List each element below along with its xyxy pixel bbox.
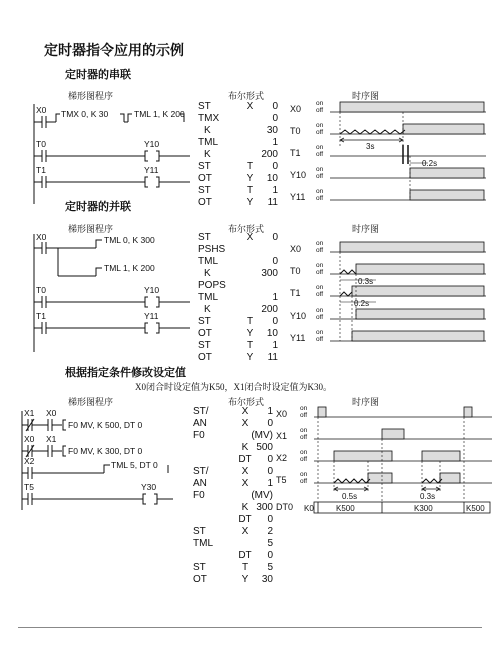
timer-block-label: TML 1, K 200 (134, 109, 185, 119)
coil-label: Y30 (141, 482, 157, 492)
boolean-list-setting: ST/ X 1 AN X 0 F0 (MV) K 500 DT 0 ST/ X 0 AN X 1 F0 (MV) K 300 DT 0 ST X 2 TML 5 DT 0 ST T 5 OT Y 30 (193, 406, 273, 585)
svg-text:off: off (316, 173, 324, 180)
boolean-heading: 布尔形式 (228, 91, 265, 101)
boolean-heading: 布尔形式 (228, 397, 265, 407)
section-note: X0闭合时设定值为K50，X1闭合时设定值为K30。 (135, 382, 332, 392)
contact-label: X0 (46, 408, 57, 418)
duration-label: 0.2s (354, 299, 370, 308)
signal-label: X0 (290, 104, 302, 114)
timer-block-label: TML 0, K 300 (104, 235, 155, 245)
dt-value: K300 (414, 504, 433, 513)
boolean-heading: 布尔形式 (228, 224, 265, 234)
timer-block-label: TMX 0, K 30 (61, 109, 109, 119)
svg-text:off: off (316, 195, 324, 202)
contact-label: X0 (24, 434, 35, 444)
boolean-list-series: ST X 0 TMX 0 K 30 TML 1 K 200 ST T 0 OT Y 10 ST T 1 OT Y 11 (198, 101, 278, 208)
signal-label: X0 (276, 409, 288, 419)
contact-label: T1 (36, 311, 46, 321)
svg-text:off: off (316, 269, 324, 276)
timer-block-label: TML 5, DT 0 (111, 460, 158, 470)
ladder-heading: 梯形图程序 (68, 91, 114, 101)
timer-block-label: TML 1, K 200 (104, 263, 155, 273)
contact-label: T0 (36, 285, 46, 295)
svg-text:off: off (316, 129, 324, 136)
signal-label: Y10 (290, 311, 307, 321)
svg-text:off: off (316, 314, 324, 321)
svg-text:off: off (300, 478, 308, 485)
signal-label: T0 (290, 266, 301, 276)
svg-text:off: off (316, 247, 324, 254)
timing-diagram-parallel (288, 236, 488, 351)
signal-label: Y11 (290, 333, 306, 343)
svg-text:on: on (300, 427, 308, 434)
ladder-diagram-series (30, 100, 205, 210)
boolean-list-parallel: ST X 0 PSHS TML 0 K 300 POPS TML 1 K 200 ST T 0 OT Y 10 ST T 1 OT Y 11 (198, 232, 278, 363)
coil-label: Y11 (144, 311, 159, 321)
svg-text:on: on (316, 329, 324, 336)
svg-text:on: on (316, 284, 324, 291)
svg-text:on: on (300, 449, 308, 456)
dt-value: K500 (466, 504, 485, 513)
duration-label: 0.5s (342, 492, 358, 501)
duration-label: 0.2s (422, 159, 438, 168)
contact-label: X0 (36, 105, 47, 115)
svg-text:on: on (316, 188, 324, 195)
section-title-setting: 根据指定条件修改设定值 (65, 367, 186, 379)
svg-text:off: off (300, 412, 308, 419)
ladder-diagram-setting (18, 405, 198, 515)
dt-value: K500 (336, 504, 355, 513)
svg-text:off: off (300, 434, 308, 441)
svg-text:off: off (316, 107, 324, 114)
ladder-heading: 梯形图程序 (68, 397, 114, 407)
ladder-heading: 梯形图程序 (68, 224, 114, 234)
contact-label: T1 (36, 165, 46, 175)
timing-diagram-series (288, 98, 488, 210)
section-title-series: 定时器的串联 (65, 69, 131, 81)
contact-label: X2 (24, 456, 35, 466)
page-title: 定时器指令应用的示例 (44, 42, 184, 58)
svg-text:off: off (316, 291, 324, 298)
signal-label: T0 (290, 126, 301, 136)
duration-label: 0.3s (358, 277, 374, 286)
svg-text:on: on (316, 122, 324, 129)
svg-text:on: on (316, 144, 324, 151)
function-block-label: F0 MV, K 300, DT 0 (68, 446, 143, 456)
svg-text:on: on (316, 262, 324, 269)
signal-label: Y10 (290, 170, 307, 180)
svg-text:off: off (316, 151, 324, 158)
dt-value: K0 (304, 504, 314, 513)
svg-text:on: on (300, 405, 308, 412)
timing-heading: 时序图 (352, 224, 380, 234)
function-block-label: F0 MV, K 500, DT 0 (68, 420, 143, 430)
section-title-parallel: 定时器的并联 (65, 201, 131, 213)
svg-text:off: off (316, 336, 324, 343)
svg-text:on: on (316, 307, 324, 314)
ladder-diagram-parallel (30, 232, 205, 357)
coil-label: Y11 (144, 165, 159, 175)
signal-label: X2 (276, 453, 288, 463)
svg-text:on: on (316, 100, 324, 107)
timing-heading: 时序图 (352, 91, 380, 101)
signal-label: T1 (290, 288, 301, 298)
svg-text:off: off (300, 456, 308, 463)
contact-label: T0 (36, 139, 46, 149)
contact-label: X0 (36, 232, 47, 242)
contact-label: X1 (46, 434, 57, 444)
bottom-rule (18, 627, 482, 628)
svg-text:on: on (300, 471, 308, 478)
signal-label: X0 (290, 244, 302, 254)
svg-text:on: on (316, 240, 324, 247)
contact-label: T5 (24, 482, 34, 492)
duration-label: 3s (366, 142, 375, 151)
signal-label: X1 (276, 431, 288, 441)
coil-label: Y10 (144, 285, 160, 295)
contact-label: X1 (24, 408, 35, 418)
signal-label: T5 (276, 475, 287, 485)
svg-text:on: on (316, 166, 324, 173)
timing-heading: 时序图 (352, 397, 380, 407)
timing-diagram-setting (272, 403, 494, 515)
signal-label: T1 (290, 148, 301, 158)
signal-label: Y11 (290, 192, 306, 202)
coil-label: Y10 (144, 139, 160, 149)
duration-label: 0.3s (420, 492, 436, 501)
signal-label: DT0 (276, 502, 294, 512)
